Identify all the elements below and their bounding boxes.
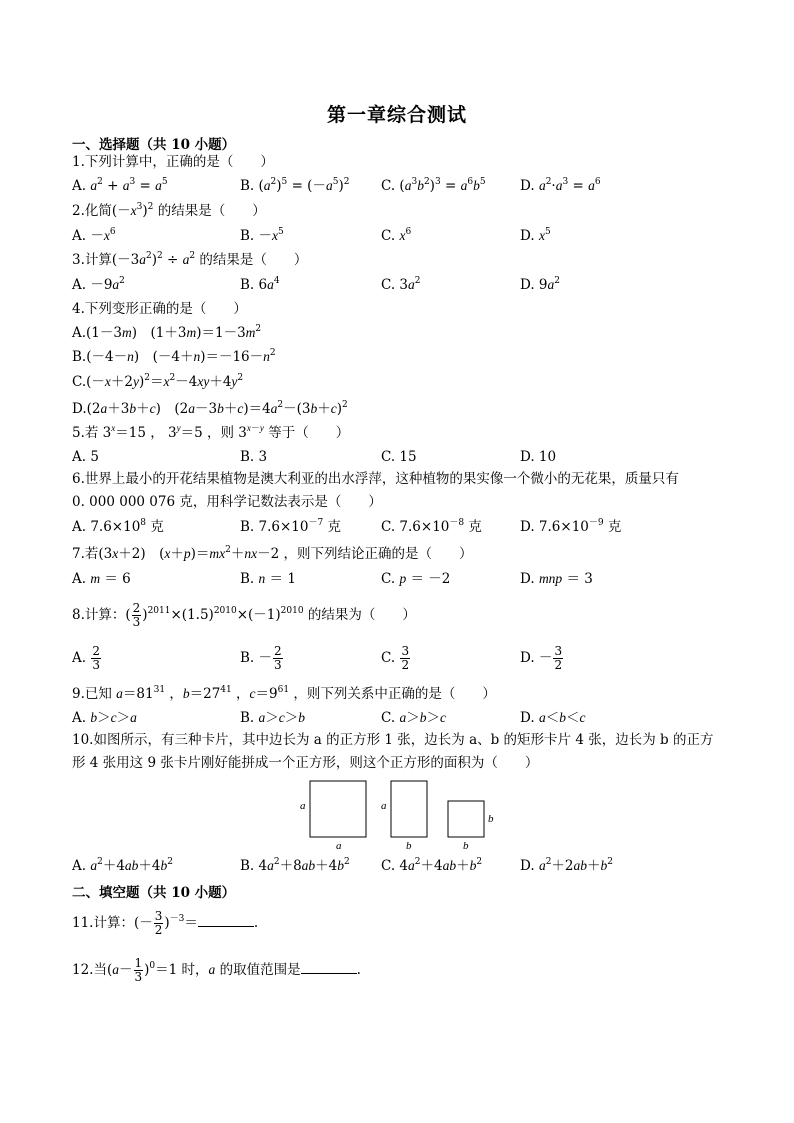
- square-b-card: [448, 801, 484, 837]
- q8-option-b: B. － $\frac{2}{3}$: [240, 644, 282, 672]
- q2-option-c: C. $x^6$: [381, 227, 412, 244]
- q8-stem: 8.计算：( $\frac{2}{3}$ )$^{2011}\times(1.5)^{2010}\times(-1)^{2010}$ 的结果为（ ）: [72, 601, 416, 629]
- q10-option-d: D. $a^2+2ab+b^2$: [520, 857, 613, 874]
- q4-option-c: $C.(-x+2y)^2=x^2-4xy+4y^2$: [72, 373, 244, 390]
- q5-option-a: A. 5: [72, 449, 99, 465]
- q1-option-c: C. $(a^3b^2)^3 = a^6b^5$: [381, 177, 486, 194]
- q7-stem: 7.若(3x＋2) $(x+p)=mx^2+nx-2$ ，则下列结论正确的是（ ）: [72, 545, 473, 562]
- q3-option-b: B. $6a^4$: [240, 276, 280, 293]
- q9-option-b: B. a＞c＞b: [240, 710, 306, 726]
- q5-option-b: B. 3: [240, 449, 268, 465]
- q3-stem: 3.计算$(-3a^2)^2 \div a^2$ 的结果是（ ）: [72, 251, 308, 268]
- q2-stem: 2.化简$(-x^3)^2$ 的结果是（ ）: [72, 202, 266, 219]
- q2-option-d: D. $x^5$: [520, 227, 551, 244]
- q2-option-a: A. $-x^6$: [72, 227, 116, 244]
- q8-option-d: D. － $\frac{3}{2}$: [520, 644, 563, 672]
- q5-option-c: C. 15: [381, 449, 417, 465]
- q9-option-c: C. a＞b＞c: [381, 710, 446, 726]
- q6-option-c: C. $7.6\times 10^{-8}$ 克: [381, 518, 482, 535]
- q1-option-a: A. $a^2 + a^3 = a^5$: [72, 177, 168, 194]
- q7-option-b: B. n ＝ 1: [240, 571, 296, 587]
- label-square-b-bottom: b: [463, 840, 469, 852]
- q9-option-d: D. a＜b＜c: [520, 710, 586, 726]
- q3-option-a: A. $-9a^2$: [72, 276, 125, 293]
- q6-option-b: B. $7.6\times 10^{-7}$ 克: [240, 518, 341, 535]
- label-square-b-side: b: [488, 813, 494, 825]
- q1-stem: 1.下列计算中，正确的是（ ）: [72, 154, 274, 170]
- page-title: 第一章综合测试: [326, 104, 467, 126]
- q2-option-b: B. $-x^5$: [240, 227, 284, 244]
- q12-answer-blank[interactable]: [301, 961, 357, 974]
- q5-option-d: D. 10: [520, 449, 557, 465]
- square-a-card: [310, 781, 366, 837]
- section-heading-fill-blank: 二、填空题（共 10 小题）: [72, 885, 236, 901]
- q7-option-a: A. m ＝ 6: [72, 571, 131, 587]
- label-rect-side: a: [381, 800, 387, 812]
- q6-option-d: D. $7.6\times 10^{-9}$ 克: [520, 518, 622, 535]
- label-square-a-side: a: [300, 800, 306, 812]
- q4-option-a: A.(1－3m) $(1+3m)=1-3m^2$: [72, 324, 262, 341]
- q4-option-d: D.(2a＋3b＋c) $(2a-3b+c)=4a^2-(3b+c)^2$: [72, 400, 348, 417]
- q4-stem: 4.下列变形正确的是（ ）: [72, 301, 247, 317]
- q10-stem-line1: 10.如图所示，有三种卡片，其中边长为 a 的正方形 1 张，边长为 a、b 的矩形卡片 4 张，边长为 b 的正方: [72, 732, 714, 748]
- label-square-a-bottom: a: [336, 840, 342, 852]
- q9-option-a: A. b＞c＞a: [72, 710, 137, 726]
- q8-option-c: C. $\frac{3}{2}$: [381, 644, 410, 672]
- q9-stem: 9.已知 $a=81^{31}$ ，$b=27^{41}$ ，$c=9^{61}$ ，则下列关系中正确的是（ ）: [72, 685, 496, 702]
- rectangle-ab-card: [391, 781, 427, 837]
- q4-option-b: B.(－4－n) $(-4+n)=-16-n^2$: [72, 348, 276, 365]
- q11-answer-blank[interactable]: [198, 914, 254, 927]
- q10-option-a: A. $a^2+4ab+4b^2$: [72, 857, 173, 874]
- q7-option-d: D. mnp ＝ 3: [520, 571, 593, 587]
- q10-stem-line2: 形 4 张用这 9 张卡片刚好能拼成一个正方形，则这个正方形的面积为（ ）: [72, 755, 539, 771]
- q11-stem: 11.计算：(－ $\frac{3}{2}$ )$^{-3}$＝ .: [72, 909, 259, 937]
- label-rect-bottom: b: [406, 840, 412, 852]
- q3-option-d: D. $9a^2$: [520, 276, 560, 293]
- q10-option-b: B. $4a^2+8ab+4b^2$: [240, 857, 350, 874]
- q1-option-d: D. $a^2\cdot a^3 = a^6$: [520, 177, 601, 194]
- q10-option-c: C. $4a^2+4ab+b^2$: [381, 857, 483, 874]
- section-heading-choice: 一、选择题（共 10 小题）: [72, 137, 236, 153]
- q5-stem: 5.若 $3^x=15$ ， $3^y=5$ ，则 $3^{x-y}$ 等于（ ）: [72, 423, 350, 441]
- q1-option-b: B. $(a^2)^5 = (-a^5)^2$: [240, 177, 350, 194]
- q8-option-a: A. $\frac{2}{3}$: [72, 644, 100, 672]
- q6-stem-line1: 6.世界上最小的开花结果植物是澳大利亚的出水浮萍，这种植物的果实像一个微小的无花果，质量只有: [72, 471, 679, 487]
- q6-option-a: A. $7.6\times 10^8$ 克: [72, 518, 164, 535]
- q12-stem: 12.当(a－ $\frac{1}{3}$ )$^0$＝1 时，a 的取值范围是 .: [72, 956, 361, 984]
- q3-option-c: C. $3a^2$: [381, 276, 421, 293]
- q7-option-c: C. p ＝ －2: [381, 571, 451, 587]
- q6-stem-line2: 0. 000 000 076 克，用科学记数法表示是（ ）: [72, 494, 382, 510]
- cards-figure: [296, 775, 506, 855]
